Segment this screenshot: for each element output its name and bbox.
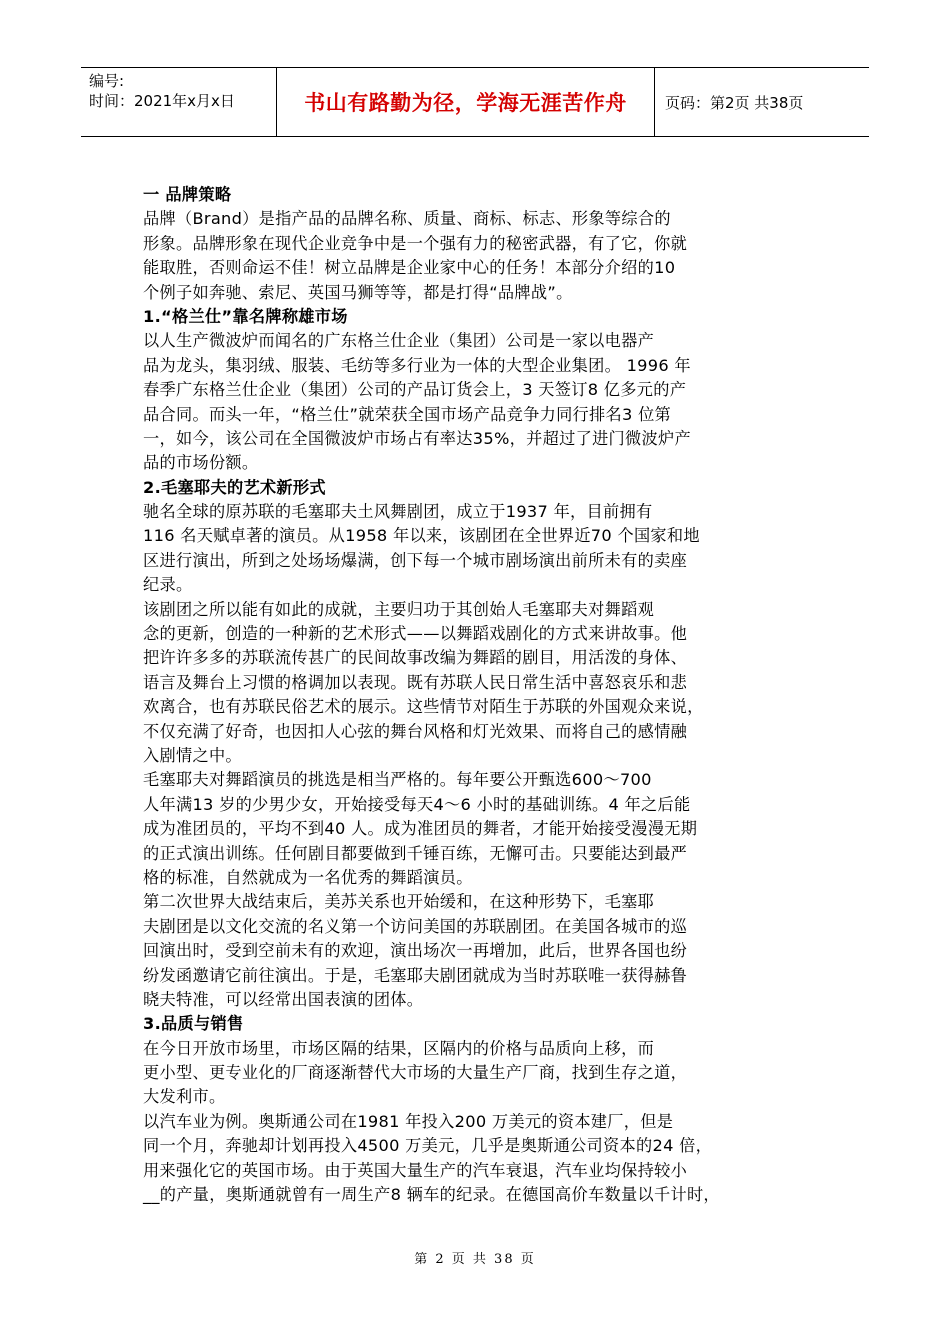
body-text-line: 以汽车业为例。奥斯通公司在1981 年投入200 万美元的资本建厂，但是 <box>143 1111 674 1131</box>
body-text-line: 的正式演出训练。任何剧目都要做到千锤百练，无懈可击。只要能达到最严 <box>143 843 688 863</box>
body-text-line: 纪录。 <box>143 575 193 595</box>
header-motto-cell <box>277 68 655 136</box>
body-text-line: 入剧情之中。 <box>143 745 242 765</box>
body-text-line: 夫剧团是以文化交流的名义第一个访问美国的苏联剧团。在美国各城市的巡 <box>143 916 688 936</box>
body-text-line: 念的更新，创造的一种新的艺术形式——以舞蹈戏剧化的方式来讲故事。他 <box>143 624 688 644</box>
section-heading: 2.毛塞耶夫的艺术新形式 <box>143 477 326 497</box>
body-text-line: 欢离合，也有苏联民俗艺术的展示。这些情节对陌生于苏联的外国观众来说， <box>143 697 704 717</box>
section-heading: 一 品牌策略 <box>143 185 232 204</box>
body-text-line: 不仅充满了好奇，也因扣人心弦的舞台风格和灯光效果、而将自己的感情融 <box>143 721 688 741</box>
document-body <box>143 183 803 1207</box>
body-text-line: 第二次世界大战结束后，美苏关系也开始缓和，在这种形势下，毛塞耶 <box>143 892 655 912</box>
body-text-line: 同一个月，奔驰却计划再投入4500 万美元，几乎是奥斯通公司资本的24 倍， <box>143 1136 713 1156</box>
body-text-line: 人年满13 岁的少男少女，开始接受每天4～6 小时的基础训练。4 年之后能 <box>143 794 691 814</box>
page-header <box>81 67 869 137</box>
header-page-cell <box>655 68 869 136</box>
body-text-line: 毛塞耶夫对舞蹈演员的挑选是相当严格的。每年要公开甄选600～700 <box>143 770 652 790</box>
page-footer: 第 2 页 共 38 页 <box>414 1252 536 1267</box>
body-text-line: 品的市场份额。 <box>143 453 259 473</box>
header-page-info: 页码：第2页 共38页 <box>665 93 804 112</box>
header-meta-cell <box>81 68 277 136</box>
body-text-line: 更小型、更专业化的厂商逐渐替代大市场的大量生产厂商，找到生存之道， <box>143 1063 688 1083</box>
body-text-line: 以人生产微波炉而闻名的广东格兰仕企业（集团）公司是一家以电器产 <box>143 331 655 351</box>
body-text-line: 品合同。而头一年，“格兰仕”就荣获全国市场产品竞争力同行排名3 位第 <box>143 404 672 424</box>
section-heading: 1.“格兰仕”靠名牌称雄市场 <box>143 306 348 326</box>
body-text-line: 116 名天赋卓著的演员。从1958 年以来，该剧团在全世界近70 个国家和地 <box>143 526 700 546</box>
body-text-line: 驰名全球的原苏联的毛塞耶夫土风舞剧团，成立于1937 年，目前拥有 <box>143 502 653 522</box>
body-text-line: 语言及舞台上习惯的格调加以表现。既有苏联人民日常生活中喜怒哀乐和悲 <box>143 672 688 692</box>
body-text-line: 一，如今，该公司在全国微波炉市场占有率达35%，并超过了进门微波炉产 <box>143 428 691 448</box>
body-text-line: 区进行演出，所到之处场场爆满，创下每一个城市剧场演出前所未有的卖座 <box>143 550 688 570</box>
body-text-line: 品为龙头，集羽绒、服装、毛纺等多行业为一体的大型企业集团。 1996 年 <box>143 355 691 375</box>
body-text-line: 个例子如奔驰、索尼、英国马狮等等，都是打得“品牌战”。 <box>143 282 573 302</box>
body-text-line: 成为准团员的，平均不到40 人。成为准团员的舞者，才能开始接受漫漫无期 <box>143 819 698 839</box>
body-text-line: 大发利市。 <box>143 1087 226 1107</box>
body-text-line: 在今日开放市场里，市场区隔的结果，区隔内的价格与品质向上移，而 <box>143 1038 655 1058</box>
document-number-label: 编号: <box>89 72 125 90</box>
header-motto: 书山有路勤为径，学海无涯苦作舟 <box>304 91 627 115</box>
body-text-line: __的产量，奥斯通就曾有一周生产8 辆车的纪录。在德国高价车数量以千计时， <box>143 1185 720 1205</box>
body-text-line: 春季广东格兰仕企业（集团）公司的产品订货会上，3 天签订8 亿多元的产 <box>143 380 687 400</box>
body-text-line: 格的标准，自然就成为一名优秀的舞蹈演员。 <box>143 867 473 887</box>
body-text-line: 晓夫特准，可以经常出国表演的团体。 <box>143 989 424 1009</box>
body-text-line: 用来强化它的英国市场。由于英国大量生产的汽车衰退，汽车业均保持较小 <box>143 1160 688 1180</box>
body-text-line: 回演出时，受到空前未有的欢迎，演出场次一再增加，此后，世界各国也纷 <box>143 941 688 961</box>
body-text-line: 形象。品牌形象在现代企业竞争中是一个强有力的秘密武器，有了它，你就 <box>143 233 688 253</box>
body-text-line: 纷发函邀请它前往演出。于是，毛塞耶夫剧团就成为当时苏联唯一获得赫鲁 <box>143 965 688 985</box>
body-text-line: 能取胜，否则命运不佳！树立品牌是企业家中心的任务！本部分介绍的10 <box>143 258 676 278</box>
section-heading: 3.品质与销售 <box>143 1014 244 1034</box>
body-text-line: 把许许多多的苏联流传甚广的民间故事改编为舞蹈的剧目，用活泼的身体、 <box>143 648 688 668</box>
body-text-line: 该剧团之所以能有如此的成就，主要归功于其创始人毛塞耶夫对舞蹈观 <box>143 599 655 619</box>
body-text-line: 品牌（Brand）是指产品的品牌名称、质量、商标、标志、形象等综合的 <box>143 209 671 229</box>
document-date: 时间：2021年x月x日 <box>89 92 235 110</box>
